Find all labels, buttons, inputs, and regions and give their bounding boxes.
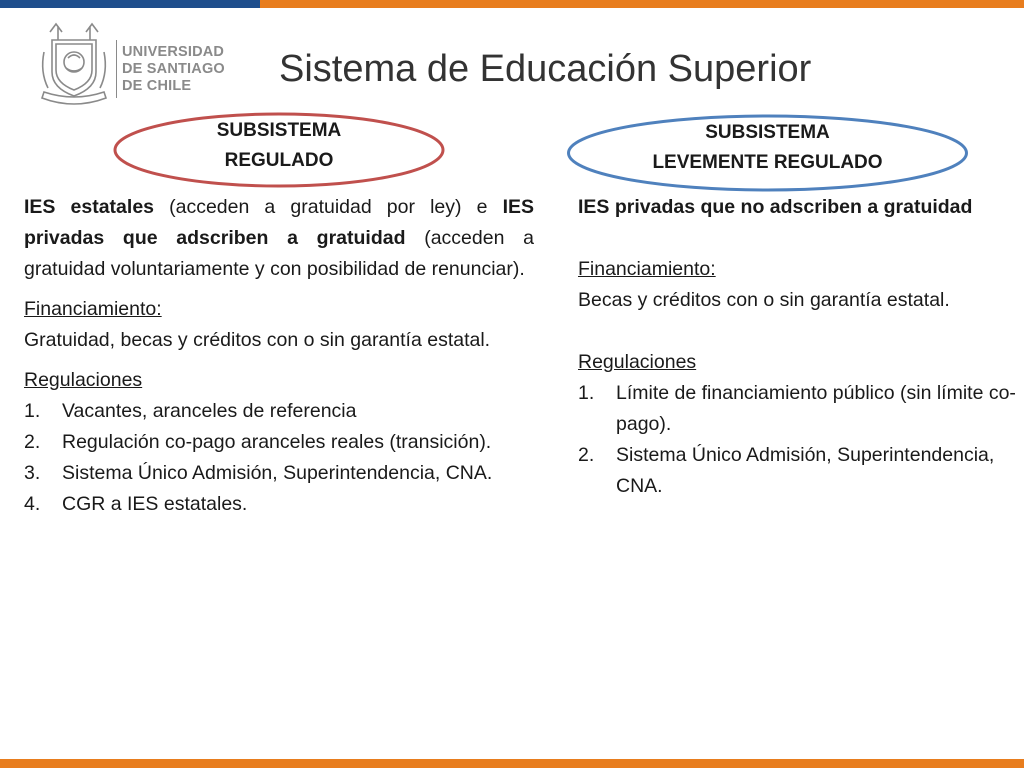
financing-text: Gratuidad, becas y créditos con o sin garantía estatal. xyxy=(24,329,491,351)
financing-heading: Financiamiento: xyxy=(24,298,162,320)
lightly-regulated-intro: IES privadas que no adscriben a gratuidad xyxy=(578,196,973,218)
intro-text-1: (acceden a gratuidad por ley) e xyxy=(154,196,503,218)
regulations-list xyxy=(24,396,534,520)
list-item: 1. Vacantes, aranceles de referencia xyxy=(24,400,357,422)
intro-bold-ies-privadas: IES privadas que adscriben a gratuidad xyxy=(24,196,534,249)
top-accent-bar-orange xyxy=(260,0,1024,8)
intro-bold-ies-estatales: IES estatales xyxy=(24,196,155,218)
page-title: Sistema de Educación Superior xyxy=(279,48,812,90)
list-item: 3. Sistema Único Admisión, Superintendencia, CNA. xyxy=(24,462,493,484)
lightly-regulated-subsystem-column xyxy=(578,192,1023,502)
bottom-accent-bar xyxy=(0,759,1024,768)
intro-text-2: (acceden a gratuidad voluntariamente y con posibilidad de renunciar). xyxy=(24,227,534,280)
university-crest-icon xyxy=(38,22,110,108)
list-item: 2. Sistema Único Admisión, Superintendencia, CNA. xyxy=(578,444,995,497)
list-item: 2. Regulación co-pago aranceles reales (transición). xyxy=(24,431,492,453)
university-logo xyxy=(38,22,238,110)
regulated-intro-paragraph xyxy=(24,192,534,285)
regulations-list xyxy=(578,378,1023,502)
list-item: 4. CGR a IES estatales. xyxy=(24,493,248,515)
logo-divider xyxy=(116,40,117,98)
top-accent-bar-blue xyxy=(0,0,260,8)
financing-heading: Financiamiento: xyxy=(578,258,716,280)
lightly-regulated-subsystem-ellipse xyxy=(565,112,970,194)
regulated-subsystem-label: SUBSISTEMA REGULADO xyxy=(216,120,342,171)
top-accent-bar xyxy=(0,0,1024,8)
regulations-heading: Regulaciones xyxy=(578,351,697,373)
financing-text: Becas y créditos con o sin garantía estatal. xyxy=(578,289,950,311)
regulated-subsystem-column xyxy=(24,192,534,520)
university-name: UNIVERSIDAD DE SANTIAGO DE CHILE xyxy=(122,44,225,94)
regulated-subsystem-ellipse xyxy=(112,110,446,190)
regulations-heading: Regulaciones xyxy=(24,369,143,391)
lightly-regulated-subsystem-label: SUBSISTEMA LEVEMENTE REGULADO xyxy=(652,122,883,173)
list-item: 1. Límite de financiamiento público (sin límite co-pago). xyxy=(578,382,1016,435)
